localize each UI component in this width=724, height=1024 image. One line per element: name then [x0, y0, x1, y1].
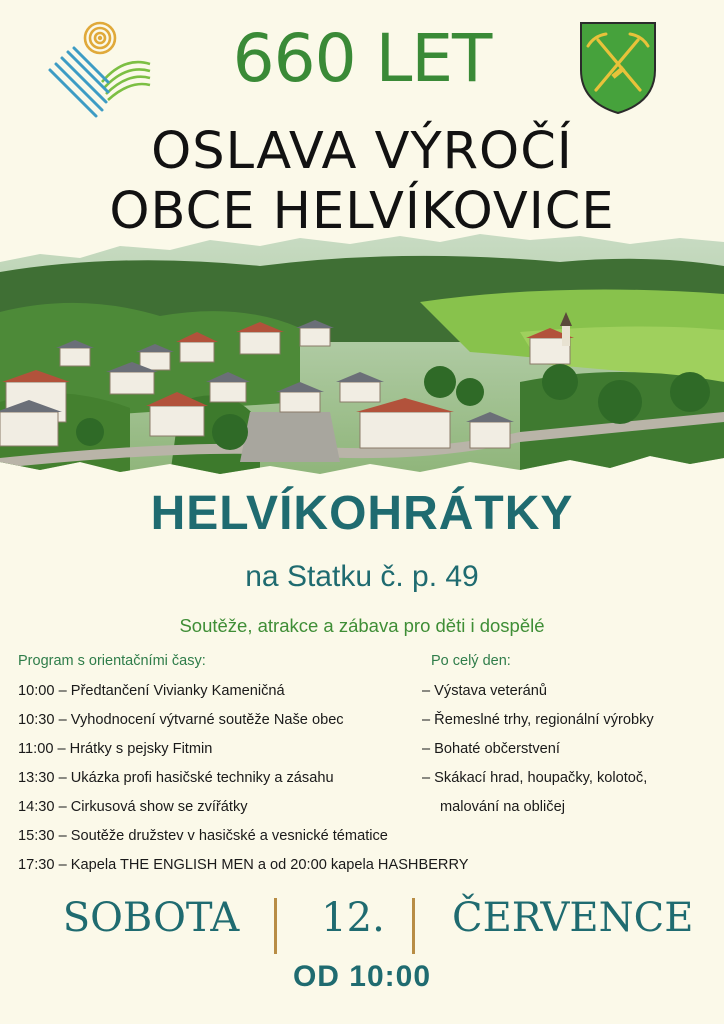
all-day-list — [422, 683, 722, 828]
date-day: SOBOTA — [62, 895, 240, 941]
village-aerial-photo — [0, 232, 724, 476]
program-item: 10:00 – Předtančení Vivianky Kameničná — [18, 683, 285, 699]
date-month: ČERVENCE — [452, 895, 694, 941]
event-venue: na Statku č. p. 49 — [245, 560, 479, 593]
program-item: 13:30 – Ukázka profi hasičské techniky a zásahu — [18, 770, 334, 786]
event-title: HELVÍKOHRÁTKY — [150, 487, 574, 540]
program-item: 10:30 – Vyhodnocení výtvarné soutěže Naše obec — [18, 712, 344, 728]
program-item: 17:30 – Kapela THE ENGLISH MEN a od 20:00 kapela HASHBERRY — [18, 857, 469, 873]
event-tagline: Soutěže, atrakce a zábava pro děti i dospělé — [179, 615, 545, 636]
all-day-item: – Výstava veteránů — [422, 683, 547, 699]
all-day-item: malování na obličej — [440, 799, 565, 815]
all-day-item: – Bohaté občerstvení — [422, 741, 560, 757]
program-list — [18, 683, 469, 886]
date-divider — [274, 898, 277, 954]
start-time: OD 10:00 — [292, 960, 432, 993]
program-item: 15:30 – Soutěže družstev v hasičské a vesnické tématice — [18, 828, 388, 844]
program-item: 11:00 – Hrátky s pejsky Fitmin — [18, 741, 213, 757]
program-heading: Program s orientačními časy: — [18, 653, 206, 669]
date-divider — [412, 898, 415, 954]
all-day-item: – Řemeslné trhy, regionální výrobky — [422, 712, 654, 728]
anniversary-years: 660 LET — [232, 20, 492, 97]
headline-line-2: OBCE HELVÍKOVICE — [109, 182, 615, 241]
program-item: 14:30 – Cirkusová show se zvířátky — [18, 799, 248, 815]
headline-line-1: OSLAVA VÝROČÍ — [151, 122, 573, 181]
all-day-item: – Skákací hrad, houpačky, kolotoč, — [422, 770, 648, 786]
all-day-heading: Po celý den: — [431, 653, 511, 669]
date-number: 12. — [321, 895, 385, 941]
